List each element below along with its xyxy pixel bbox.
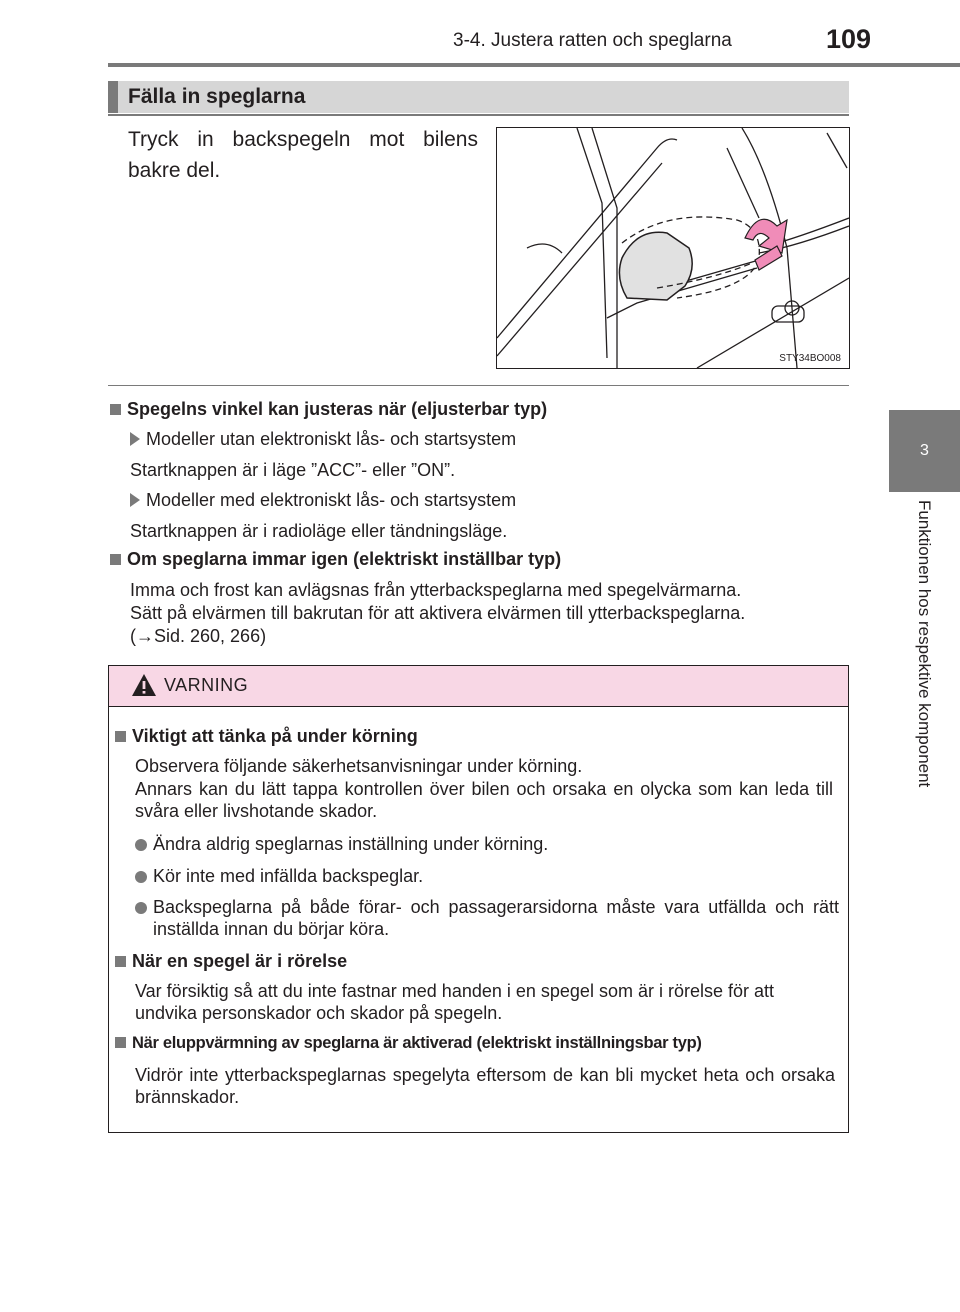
triangle-bullet-icon — [130, 493, 140, 507]
mirror-illustration — [496, 127, 850, 369]
square-bullet-icon — [110, 404, 121, 415]
warning-bullet-2: Kör inte med infällda backspeglar. — [135, 865, 835, 887]
fold-arrow-icon — [745, 219, 787, 253]
model-with-smart-key-text: Startknappen är i radioläge eller tändningsläge. — [130, 521, 508, 541]
warning-icon — [131, 673, 157, 697]
model-without-smart-key-text: Startknappen är i läge ”ACC”- eller ”ON”. — [130, 460, 456, 480]
square-bullet-icon — [110, 554, 121, 565]
chapter-title: Funktionen hos respektive komponent — [915, 500, 934, 788]
warning-bullet-3: Backspeglarna på både förar- och passagerarsidorna måste vara utfällda och rätt inställda innan du börjar köra. — [153, 897, 839, 939]
warning-driving-text-2: Annars kan du lätt tappa kontrollen över bilen och orsaka en olycka som kan leda till svåra eller livshotande skador. — [135, 779, 833, 821]
round-bullet-icon — [135, 871, 147, 883]
mirror-drawing — [497, 128, 849, 368]
note-heading-fog: Om speglarna immar igen (elektriskt inställbar typ) — [110, 549, 561, 570]
warning-driving-text-1: Observera följande säkerhetsanvisningar under körning. — [135, 756, 583, 776]
model-without-smart-key: Modeller utan elektroniskt lås- och startsystem — [130, 428, 516, 450]
square-bullet-icon — [115, 956, 126, 967]
warning-heading-heating: När eluppvärmning av speglarna är aktiverad (elektriskt inställningsbar typ) — [115, 1034, 702, 1053]
intro-text: Tryck in backspegeln mot bilens bakre del. — [128, 128, 478, 182]
warning-bullet-1: Ändra aldrig speglarnas inställning under körning. — [135, 833, 835, 855]
warning-heading-moving: När en spegel är i rörelse — [115, 951, 347, 972]
header-section-title: 3-4. Justera ratten och speglarna — [453, 30, 732, 51]
warning-heating-text: Vidrör inte ytterbackspeglarnas spegelyta eftersom de kan bli mycket heta och orsaka brännskador. — [135, 1065, 835, 1107]
warning-bullet-3-marker — [135, 896, 153, 918]
fog-text-2: Sätt på elvärmen till bakrutan för att aktivera elvärmen till ytterbackspeglarna. — [130, 603, 746, 623]
triangle-bullet-icon — [130, 432, 140, 446]
warning-box — [108, 665, 849, 1133]
chapter-number: 3 — [920, 442, 929, 459]
fog-text-1: Imma och frost kan avlägsnas från ytterbackspeglarna med spegelvärmarna. — [130, 580, 742, 600]
section-title: Fälla in speglarna — [128, 85, 306, 108]
round-bullet-icon — [135, 839, 147, 851]
section-header-bar — [108, 81, 118, 113]
warning-heading-driving: Viktigt att tänka på under körning — [115, 726, 418, 747]
warning-moving-text: Var försiktig så att du inte fastnar med handen i en spegel som är i rörelse för att undvika personskador och skador på spegeln. — [135, 981, 774, 1023]
model-with-smart-key: Modeller med elektroniskt lås- och startsystem — [130, 489, 516, 511]
square-bullet-icon — [115, 1037, 126, 1048]
warning-header — [109, 666, 848, 707]
section-underline — [108, 114, 849, 116]
square-bullet-icon — [115, 731, 126, 742]
page-reference-link[interactable]: (→Sid. 260, 266) — [130, 626, 267, 646]
page-number: 109 — [826, 24, 872, 54]
round-bullet-icon — [135, 902, 147, 914]
chapter-tab — [889, 410, 960, 492]
warning-title: VARNING — [164, 675, 249, 695]
header-rule — [108, 63, 960, 67]
chapter-title-vertical — [912, 500, 936, 850]
note-heading-angle: Spegelns vinkel kan justeras när (eljusterbar typ) — [110, 399, 547, 420]
section-separator — [108, 385, 849, 386]
figure-code: STY34BO008 — [779, 353, 841, 364]
